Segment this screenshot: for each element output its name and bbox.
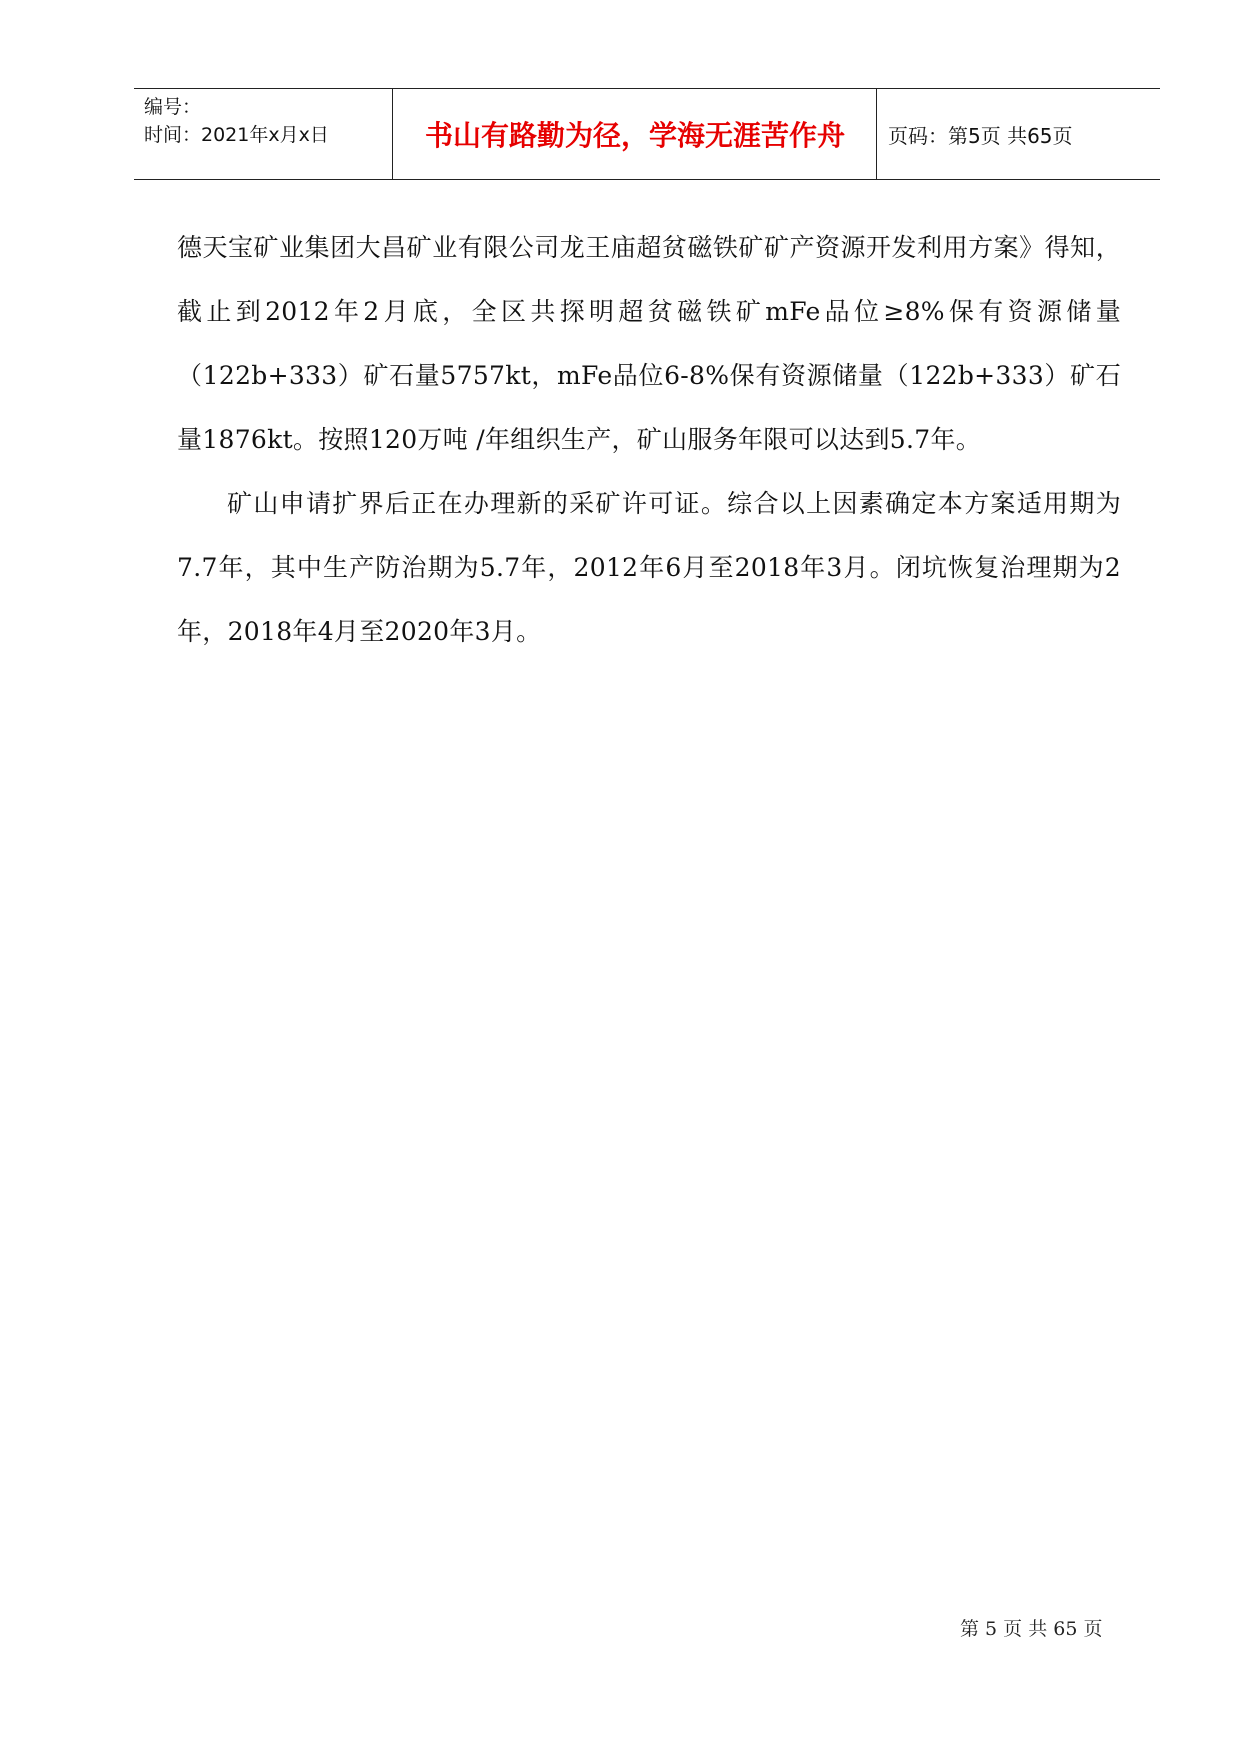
page-header: [134, 88, 1160, 180]
document-body: [177, 216, 1121, 664]
header-divider-right: [876, 89, 877, 179]
header-divider-left: [392, 89, 393, 179]
header-page-label: 页码：第5页 共65页: [888, 123, 1073, 148]
body-paragraph-1: 德天宝矿业集团大昌矿业有限公司龙王庙超贫磁铁矿矿产资源开发利用方案》得知，截止到2012年2月底，全区共探明超贫磁铁矿mFe品位≥8%保有资源储量（122b+333）矿石量5757kt，mFe品位6-8%保有资源储量（122b+333）矿石量1876kt。按照120万吨 /年组织生产，矿山服务年限可以达到5.7年。: [177, 233, 1121, 454]
header-motto: 书山有路勤为径，学海无涯苦作舟: [424, 119, 845, 152]
header-number-label: 编号：: [144, 96, 202, 118]
header-time-label: 时间：2021年x月x日: [144, 124, 329, 146]
page-footer: 第 5 页 共 65 页: [960, 1618, 1103, 1640]
body-paragraph-2: 矿山申请扩界后正在办理新的采矿许可证。综合以上因素确定本方案适用期为7.7年，其中生产防治期为5.7年，2012年6月至2018年3月。闭坑恢复治理期为2年，2018年4月至2020年3月。: [177, 489, 1121, 646]
